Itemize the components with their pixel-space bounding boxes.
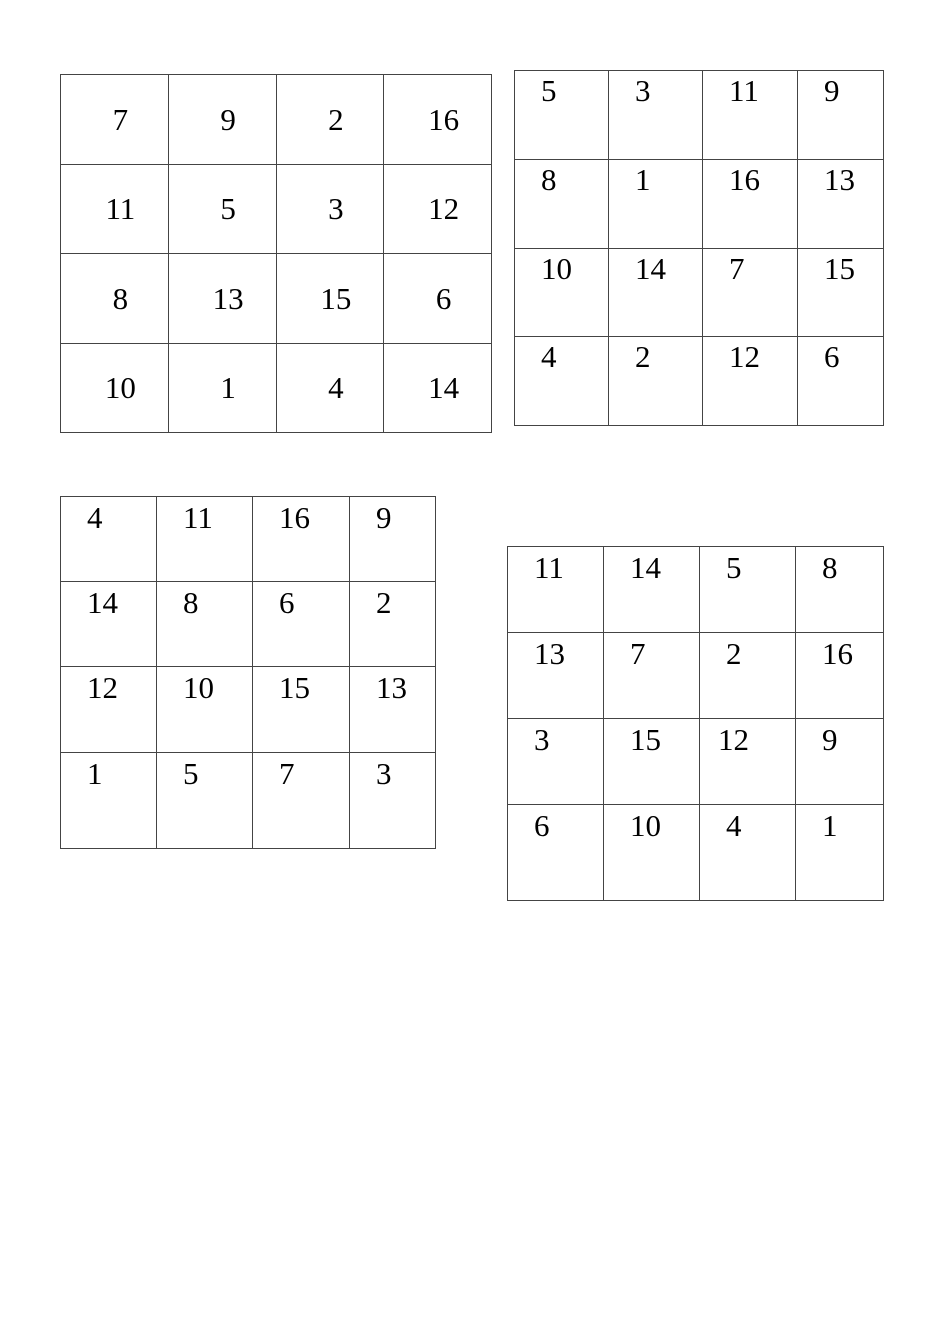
grid-cell: 3 <box>508 719 604 805</box>
grid-cell: 16 <box>384 75 492 165</box>
number-grid-2 <box>514 70 884 426</box>
grid-cell: 10 <box>61 343 169 433</box>
grid-cell: 7 <box>61 75 169 165</box>
grid-cell: 14 <box>609 248 703 337</box>
table-row <box>61 582 436 667</box>
grid-cell: 13 <box>168 254 276 344</box>
table-row <box>61 667 436 752</box>
grid-cell: 16 <box>796 633 884 719</box>
grid-cell: 7 <box>703 248 798 337</box>
grid-cell: 6 <box>384 254 492 344</box>
grid-cell: 16 <box>253 497 350 582</box>
grid-cell: 1 <box>168 343 276 433</box>
grid-cell: 10 <box>515 248 609 337</box>
grid-cell: 13 <box>350 667 436 752</box>
grid-cell: 5 <box>515 71 609 160</box>
grid-cell: 6 <box>798 337 884 426</box>
grid-cell: 4 <box>276 343 384 433</box>
grid-cell: 5 <box>700 547 796 633</box>
grid-cell: 15 <box>276 254 384 344</box>
grid-cell: 11 <box>703 71 798 160</box>
grid-cell: 12 <box>703 337 798 426</box>
table-row <box>61 254 492 344</box>
grid-cell: 13 <box>508 633 604 719</box>
grid-cell: 15 <box>604 719 700 805</box>
grid-cell: 6 <box>253 582 350 667</box>
grid-cell: 16 <box>703 159 798 248</box>
table-row <box>515 248 884 337</box>
table-row <box>61 164 492 254</box>
grid-cell: 12 <box>700 719 796 805</box>
table-row <box>508 805 884 901</box>
table-row <box>508 719 884 805</box>
table-row <box>515 337 884 426</box>
table-row <box>515 159 884 248</box>
grid-cell: 8 <box>515 159 609 248</box>
grid-cell: 14 <box>384 343 492 433</box>
number-grid-4 <box>507 546 884 901</box>
grid-cell: 5 <box>168 164 276 254</box>
number-grid-3 <box>60 496 436 849</box>
grid-cell: 8 <box>61 254 169 344</box>
grid-cell: 2 <box>350 582 436 667</box>
grid-cell: 3 <box>350 752 436 848</box>
grid-cell: 1 <box>61 752 157 848</box>
grid-cell: 4 <box>61 497 157 582</box>
grid-cell: 13 <box>798 159 884 248</box>
number-grid-1 <box>60 74 492 433</box>
table-row <box>61 75 492 165</box>
table-row <box>61 752 436 848</box>
grid-cell: 14 <box>604 547 700 633</box>
grid-cell: 7 <box>253 752 350 848</box>
grid-cell: 11 <box>61 164 169 254</box>
grid-cell: 15 <box>253 667 350 752</box>
grid-cell: 15 <box>798 248 884 337</box>
grid-cell: 10 <box>157 667 253 752</box>
grid-cell: 9 <box>798 71 884 160</box>
table-row <box>61 497 436 582</box>
grid-cell: 1 <box>796 805 884 901</box>
grid-cell: 8 <box>796 547 884 633</box>
grid-cell: 11 <box>157 497 253 582</box>
grid-cell: 6 <box>508 805 604 901</box>
table-row <box>508 547 884 633</box>
grid-cell: 3 <box>609 71 703 160</box>
grid-cell: 4 <box>700 805 796 901</box>
table-row <box>508 633 884 719</box>
grid-cell: 12 <box>61 667 157 752</box>
grid-cell: 9 <box>350 497 436 582</box>
grid-cell: 2 <box>609 337 703 426</box>
grid-cell: 2 <box>276 75 384 165</box>
grid-cell: 7 <box>604 633 700 719</box>
grid-cell: 14 <box>61 582 157 667</box>
grid-cell: 4 <box>515 337 609 426</box>
grid-cell: 9 <box>168 75 276 165</box>
grid-cell: 10 <box>604 805 700 901</box>
grid-cell: 2 <box>700 633 796 719</box>
grid-cell: 3 <box>276 164 384 254</box>
grid-cell: 5 <box>157 752 253 848</box>
table-row <box>61 343 492 433</box>
grid-cell: 11 <box>508 547 604 633</box>
grid-cell: 1 <box>609 159 703 248</box>
grid-cell: 8 <box>157 582 253 667</box>
table-row <box>515 71 884 160</box>
grid-cell: 9 <box>796 719 884 805</box>
grid-cell: 12 <box>384 164 492 254</box>
